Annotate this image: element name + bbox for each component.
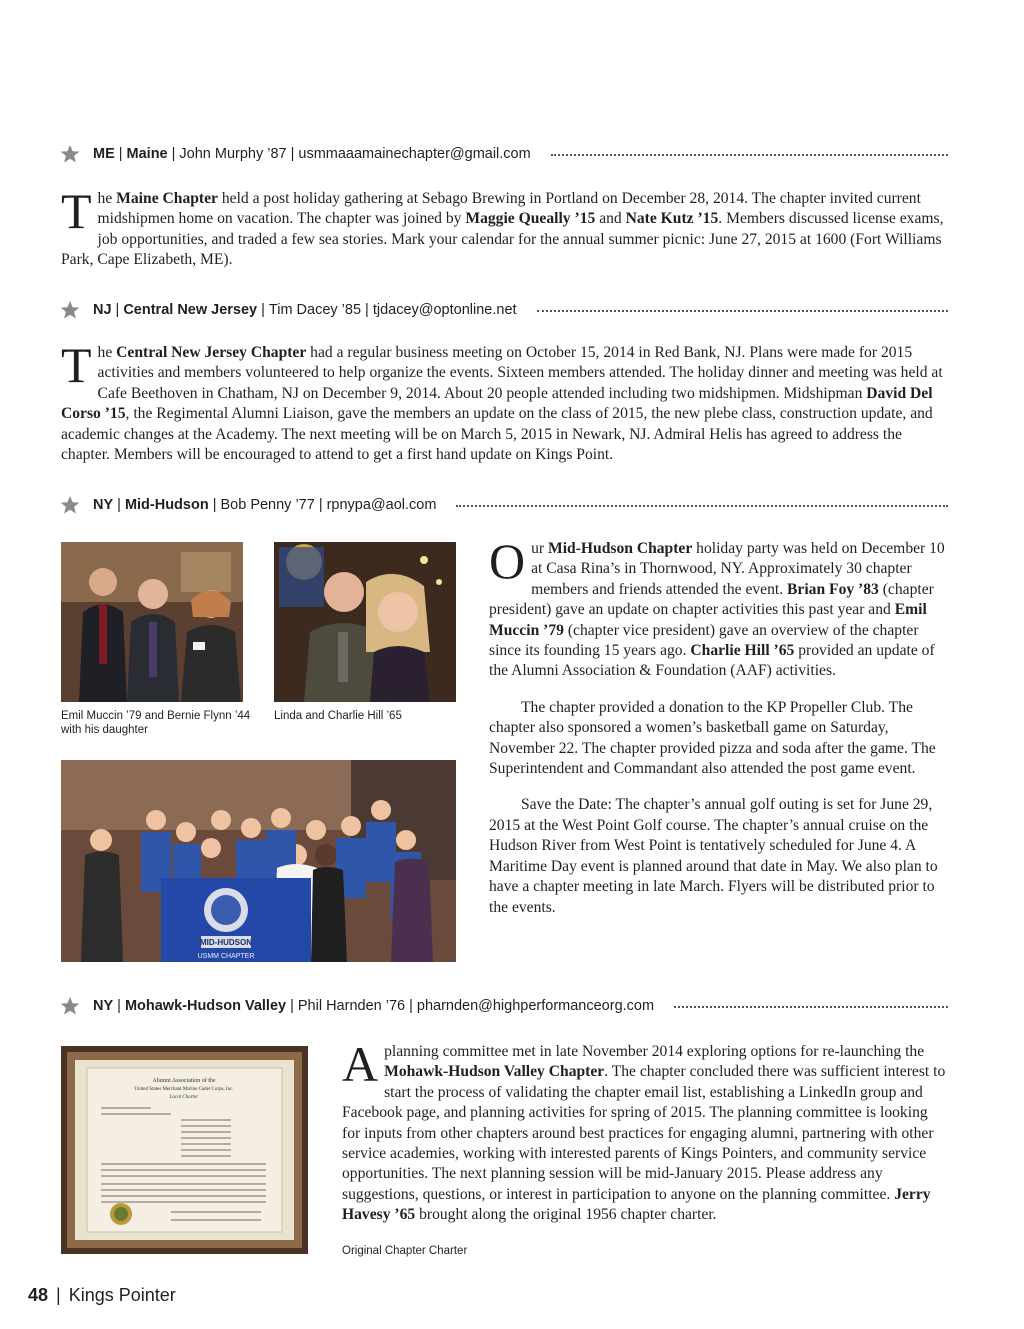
paragraph — [61, 183, 948, 271]
bold-name: Brian Foy ’83 — [787, 580, 879, 598]
text-run: and — [595, 210, 626, 228]
text-run: had a regular business meeting on October 15, 2014 in Red Bank, NJ. Plans were made for 2015 activities and members volunteered to help organize the events. Sixteen members attended. The holiday dinner and meeting was held at Cafe Beethoven in Chatham, NJ on December 9, 2014. About 20 people attended including two midshipmen. Midshipman — [97, 344, 943, 402]
photo-illustration — [274, 542, 456, 702]
header-contact: Phil Harnden ’76 — [297, 998, 406, 1014]
bold-name: Nate Kutz ’15 — [625, 210, 719, 228]
star-icon — [60, 300, 80, 320]
photo-linda-charlie-hill — [274, 542, 456, 702]
charter-title: United States Merchant Marine Cadet Corps, Inc. — [134, 1087, 234, 1092]
header-chapter: Maine — [126, 146, 168, 162]
bold-name: Central New Jersey Chapter — [116, 344, 307, 361]
star-icon — [60, 144, 80, 164]
article-mohawk-hudson — [342, 1036, 948, 1226]
star-icon — [60, 495, 80, 515]
header-contact: John Murphy ’87 — [179, 146, 287, 162]
rich-text — [489, 533, 945, 680]
dotted-rule — [551, 154, 948, 156]
paragraph — [61, 337, 948, 465]
photo-muccin-flynn — [61, 542, 243, 702]
flag-text: MID-HUDSON — [200, 938, 252, 947]
paragraph: Save the Date: The chapter’s annual golf outing is set for June 29, 2015 at the West Point Golf course. The chapter’s annual cruise on the Hudson River from West Point is tentatively scheduled for June 4. A Maritime Day event is planned around that date in May. We also plan to have a chapter meeting in late March. Flyers will be distributed prior to the events. — [489, 796, 938, 916]
text-run: he — [97, 344, 117, 361]
text-run: provided an update of the Alumni Association & Foundation (AAF) activities. — [489, 642, 935, 680]
section-header-mid-hudson: NY | Mid-Hudson | Bob Penny ’77 | rpnypa@aol.com — [60, 494, 948, 516]
header-state: ME — [93, 146, 115, 162]
rich-text — [342, 1036, 946, 1224]
photo-illustration — [61, 542, 243, 702]
publication-name: Kings Pointer — [68, 1285, 176, 1305]
text-run: . The chapter concluded there was sufficient interest to start the process of validating the chapter email list, establishing a LinkedIn group and Facebook page, and planning activities for spring of 2015. The planning committee is looking for inputs from other chapters around best practices for engaging alumni, partnering with other service academies, working with interested parents of Kings Pointers, and community service opportunities. The next planning session will be mid-January 2015. Please address any suggestions, questions, or interest in participation to anyone on the planning committee. — [342, 1063, 946, 1203]
dotted-rule — [674, 1006, 948, 1008]
photo-caption: Original Chapter Charter — [342, 1245, 468, 1257]
bold-name: Mid-Hudson Chapter — [548, 540, 693, 557]
header-email[interactable]: usmmaaamainechapter@gmail.com — [298, 146, 531, 162]
drop-cap: T — [61, 183, 92, 239]
rich-text — [61, 183, 944, 269]
photo-illustration — [61, 760, 456, 962]
header-chapter: Central New Jersey — [123, 302, 258, 318]
flag-subtext: USMM CHAPTER — [197, 953, 255, 960]
article-central-nj — [61, 337, 948, 465]
article-maine — [61, 183, 948, 271]
dotted-rule — [456, 505, 948, 507]
header-contact: Tim Dacey ’85 — [268, 302, 362, 318]
bold-name: Mohawk-Hudson Valley Chapter — [384, 1063, 605, 1081]
bold-name: Maggie Queally ’15 — [465, 210, 596, 228]
charter-title: Local Charter — [169, 1095, 199, 1100]
text-run: held a post holiday gathering at Sebago Brewing in Portland on December 28, 2014. The chapter invited current midshipmen home on vacation. The chapter was joined by — [97, 190, 921, 228]
bold-name: Emil Muccin ’79 — [489, 601, 927, 639]
charter-title: Alumni Association of the — [152, 1078, 216, 1084]
paragraph — [342, 1036, 948, 1226]
header-state: NY — [93, 497, 114, 513]
photo-caption: Linda and Charlie Hill ’65 — [274, 710, 402, 722]
text-run: he — [97, 190, 117, 207]
section-header-maine: ME | Maine | John Murphy ’87 | usmmaaamainechapter@gmail.com — [60, 143, 948, 165]
bold-name: Jerry Havesy ’65 — [342, 1185, 931, 1224]
text-run: holiday party was held on December 10 at Casa Rina’s in Thornwood, NY. Approximately 30 chapter members and friends attended the event. — [531, 540, 945, 598]
header-state: NY — [93, 998, 114, 1014]
text-run: planning committee met in late November 2014 exploring options for re-launching the — [384, 1043, 925, 1060]
dotted-rule — [537, 310, 948, 312]
drop-cap: T — [61, 337, 92, 393]
header-state: NJ — [93, 302, 112, 318]
bold-name: David Del Corso ’15 — [61, 384, 933, 423]
header-chapter: Mid-Hudson — [124, 497, 209, 513]
text-run: ur — [531, 540, 548, 557]
bold-name: Charlie Hill ’65 — [690, 642, 795, 660]
article-mid-hudson — [489, 533, 945, 918]
section-header-mohawk-hudson: NY | Mohawk-Hudson Valley | Phil Harnden ’76 | pharnden@highperformanceorg.com — [60, 995, 948, 1017]
photo-original-charter — [61, 1046, 308, 1254]
section-header-central-nj: NJ | Central New Jersey | Tim Dacey ’85 | tjdacey@optonline.net — [60, 299, 948, 321]
paragraph — [489, 533, 945, 682]
text-run: brought along the original 1956 chapter charter. — [415, 1206, 717, 1224]
bold-name: Maine Chapter — [116, 190, 218, 207]
star-icon — [60, 996, 80, 1016]
header-email[interactable]: tjdacey@optonline.net — [372, 302, 517, 318]
rich-text — [61, 337, 943, 464]
header-contact: Bob Penny ’77 — [220, 497, 315, 513]
page-number: 48 — [28, 1285, 49, 1305]
text-run: . Members discussed license exams, job opportunities, and traded a few sea stories. Mark your calendar for the annual summer picnic: June 27, 2015 at 1600 (Fort Williams Park, Cape Elizabeth, ME). — [61, 210, 944, 269]
photo-group-with-flag — [61, 760, 456, 962]
header-email[interactable]: pharnden@highperformanceorg.com — [416, 998, 655, 1014]
drop-cap: O — [489, 533, 526, 589]
drop-cap: A — [342, 1036, 379, 1092]
header-email[interactable]: rpnypa@aol.com — [326, 497, 437, 513]
photo-illustration — [61, 1046, 308, 1254]
text-run: (chapter vice president) gave an overview of the chapter since its founding 15 years ago. — [489, 621, 919, 660]
photo-caption: Emil Muccin ’79 and Bernie Flynn ’44 with his daughter — [61, 710, 251, 736]
header-chapter: Mohawk-Hudson Valley — [124, 998, 287, 1014]
text-run: , the Regimental Alumni Liaison, gave the members an update on the class of 2015, the new plebe class, construction update, and academic changes at the Academy. The next meeting will be on March 5, 2015 in Newark, NJ. Admiral Helis has agreed to address the chapter. Members will be encouraged to attend to get a first hand update on Kings Point. — [61, 405, 933, 464]
page-footer: 48 | Kings Pointer — [28, 1285, 176, 1305]
text-run: (chapter president) gave an update on chapter activities this past year and — [489, 580, 934, 619]
paragraph: The chapter provided a donation to the KP Propeller Club. The chapter also sponsored a women’s basketball game on Saturday, November 22. The chapter provided pizza and soda after the game. The Superintendent and Commandant also attended the post game event. — [489, 698, 936, 778]
